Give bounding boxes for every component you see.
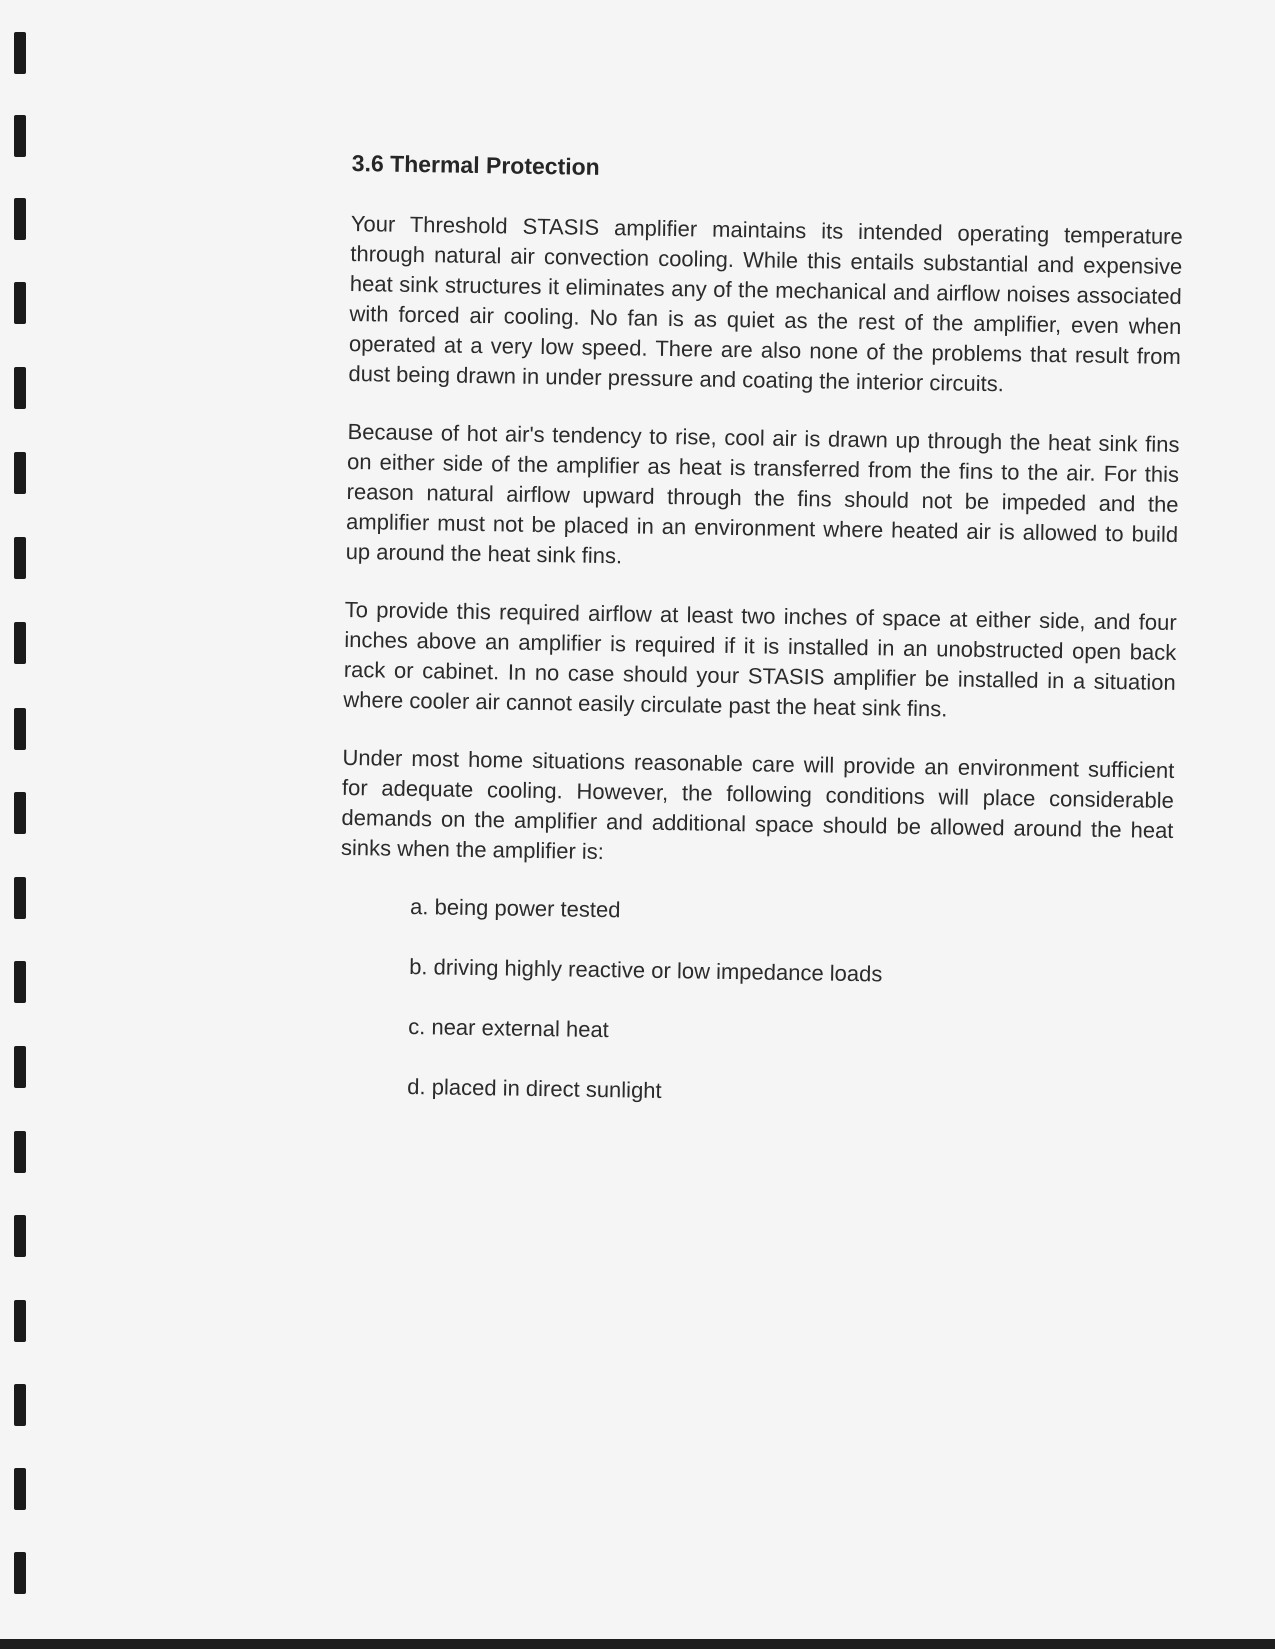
binding-hole bbox=[14, 367, 26, 409]
binding-hole bbox=[14, 1131, 26, 1173]
binding-hole bbox=[14, 622, 26, 664]
conditions-list bbox=[337, 891, 1172, 1114]
binding-hole bbox=[14, 877, 26, 919]
list-item: c. near external heat bbox=[408, 1013, 609, 1043]
list-item: d. placed in direct sunlight bbox=[407, 1073, 662, 1103]
paragraph-cooling-intro: Your Threshold STASIS amplifier maintains its intended operating temperature through natural air convection cooling. While this entails substantial and expensive heat sink structures it eliminates any of the mechanical and airflow noises associated with forced air cooling. No fan is as quiet as the rest of the amplifier, even when operated at a very low speed. There are also none of the problems that result from dust being drawn in under pressure and coating the interior circuits. bbox=[348, 210, 1183, 397]
binding-hole bbox=[14, 452, 26, 494]
binding-hole bbox=[14, 1468, 26, 1510]
page-content bbox=[337, 150, 1184, 1144]
binding-hole bbox=[14, 1046, 26, 1088]
page-bottom-edge bbox=[0, 1639, 1275, 1649]
binding-hole bbox=[14, 1552, 26, 1594]
binding-hole bbox=[14, 1215, 26, 1257]
binding-hole bbox=[14, 961, 26, 1003]
paragraph-airflow-space: To provide this required airflow at least two inches of space at either side, and four inches above an amplifier is required if it is installed in an unobstructed open back rack or cabinet. In no case should your STASIS amplifier be installed in a situation where cooler air cannot easily circulate past the heat sink fins. bbox=[343, 596, 1177, 722]
binding-hole bbox=[14, 537, 26, 579]
binding-hole bbox=[14, 708, 26, 750]
binding-hole bbox=[14, 32, 26, 74]
paragraph-hot-air: Because of hot air's tendency to rise, cool air is drawn up through the heat sink fins on either side of the amplifier as heat is transferred from the fins to the air. For this reason natural airflow upward through the fins should not be impeded and the amplifier must not be placed in an environment where heated air is allowed to build up around the heat sink fins. bbox=[345, 418, 1180, 569]
section-title: 3.6 Thermal Protection bbox=[351, 150, 600, 180]
binding-hole bbox=[14, 1384, 26, 1426]
binding-hole bbox=[14, 792, 26, 834]
binding-holes bbox=[10, 0, 30, 1649]
binding-hole bbox=[14, 1300, 26, 1342]
binding-hole bbox=[14, 282, 26, 324]
list-item: a. being power tested bbox=[409, 894, 621, 923]
binding-hole bbox=[14, 198, 26, 240]
paragraph-home-situations: Under most home situations reasonable care will provide an environment sufficient for adequate cooling. However, the following conditions will place considerable demands on the amplifier and additional space should be allowed around the heat sinks when the amplifier is: bbox=[340, 744, 1175, 865]
binding-hole bbox=[14, 115, 26, 157]
list-item: b. driving highly reactive or low impedance loads bbox=[408, 954, 883, 987]
